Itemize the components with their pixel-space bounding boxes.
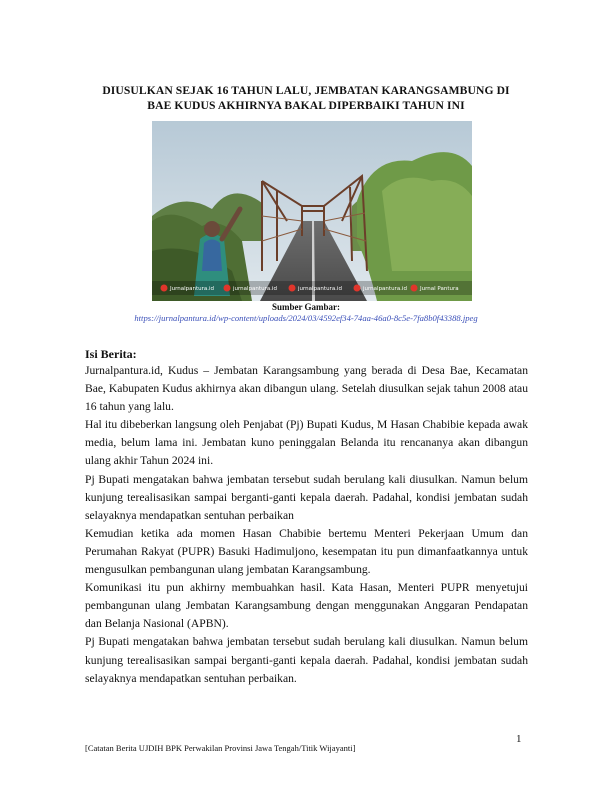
image-caption-label: Sumber Gambar:: [271, 302, 341, 312]
title-line-1: DIUSULKAN SEJAK 16 TAHUN LALU, JEMBATAN KARANGSAMBUNG DI: [102, 84, 510, 97]
title-line-2: BAE KUDUS AKHIRNYA BAKAL DIPERBAIKI TAHUN INI: [147, 99, 465, 112]
document-title: [60, 83, 552, 113]
paragraph-1: Jurnalpantura.id, Kudus – Jembatan Karangsambung yang berada di Desa Bae, Kecamatan Bae, Kabupaten Kudus akhirnya akan dibangun ulang. Setelah diusulkan sejak tahun 2008 atau 16 tahun yang lalu.: [85, 364, 528, 414]
watermark-5: Jurnal Pantura: [420, 286, 459, 292]
watermark-4: jurnalpantura.id: [363, 286, 407, 292]
article-body: [85, 362, 528, 688]
bridge-photo-illustration: [152, 121, 472, 301]
paragraph-5: Komunikasi itu pun akhirny membuahkan hasil. Kata Hasan, Menteri PUPR menyetujui pembangunan ulang Jembatan Karangsambung dengan menggunakan Anggaran Pendapatan dan Belanja Nasional (APBN).: [85, 581, 528, 631]
paragraph-6: Pj Bupati mengatakan bahwa jembatan tersebut sudah berulang kali diusulkan. Namun belum kunjung terealisasikan sampai berganti-ganti kepala daerah. Padahal, kondisi jembatan sudah selayaknya mendapatkan sentuhan perbaikan.: [85, 635, 528, 685]
watermark-3: jurnalpantura.id: [298, 286, 342, 292]
paragraph-3: Pj Bupati mengatakan bahwa jembatan tersebut sudah berulang kali diusulkan. Namun belum kunjung terealisasikan sampai berganti-ganti kepala daerah. Padahal, kondisi jembatan sudah selayaknya mendapatkan sentuhan perbaikan: [85, 472, 528, 522]
page-number: 1: [516, 733, 522, 745]
image-source-link[interactable]: https://jurnalpantura.id/wp-content/uploads/2024/03/4592ef34-74aa-46a0-8c5e-7fa8b0f43388.jpeg: [134, 313, 478, 323]
watermark-1: Jurnalpantura.id: [170, 286, 215, 292]
section-heading: Isi Berita:: [85, 347, 137, 361]
watermark-2: jurnalpantura.id: [233, 286, 277, 292]
paragraph-4: Kemudian ketika ada momen Hasan Chabibie bertemu Menteri Pekerjaan Umum dan Perumahan Rakyat (PUPR) Basuki Hadimuljono, kesempatan itu pun dimanfaatkannya untuk mengusulkan pembangunan ulang jembatan Karangsambung.: [85, 526, 528, 577]
footer-note: [Catatan Berita UJDIH BPK Perwakilan Provinsi Jawa Tengah/Titik Wijayanti]: [85, 743, 356, 753]
news-photo: [152, 121, 472, 301]
paragraph-2: Hal itu dibeberkan langsung oleh Penjabat (Pj) Bupati Kudus, M Hasan Chabibie kepada awak media, belum lama ini. Jembatan kuno peninggalan Belanda itu rencananya akan dibangun ulang akhir Tahun 2024 ini.: [85, 418, 528, 468]
